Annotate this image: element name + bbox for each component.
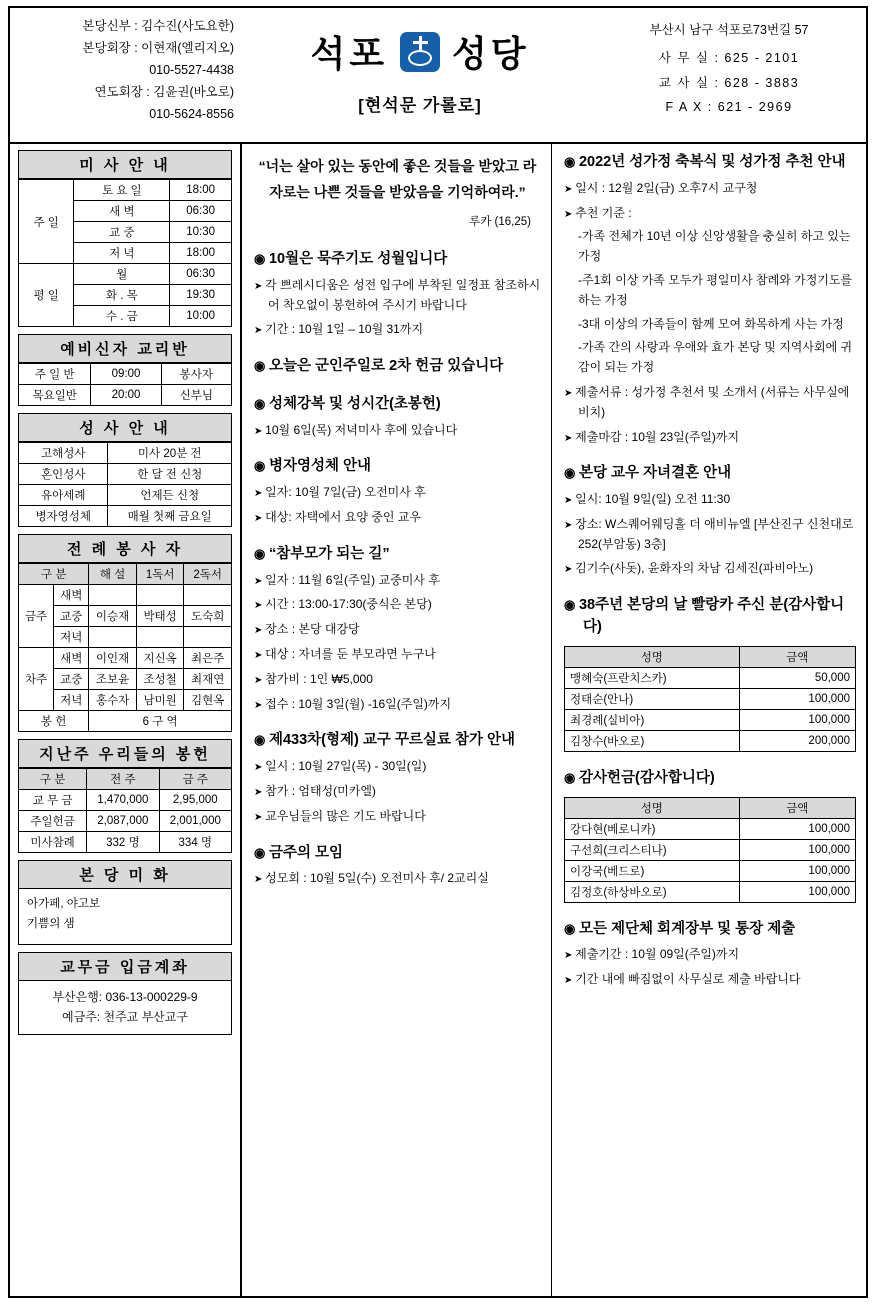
sacrament-name: 혼인성사 xyxy=(19,464,108,485)
col-reading2: 2독서 xyxy=(184,564,232,585)
sacrament-name: 병자영성체 xyxy=(19,506,108,527)
notice-item xyxy=(564,152,856,447)
notice-bullet xyxy=(564,428,856,448)
notice-bullet-text: 일시 : 12월 2일(금) 오후7시 교구청 xyxy=(575,180,758,195)
arrow-icon: ➤ xyxy=(254,874,266,886)
notice-bullet xyxy=(254,782,541,802)
table-row xyxy=(19,711,232,732)
sacrament-table xyxy=(18,442,232,527)
notice-bullet xyxy=(254,483,541,503)
fax-value: 621 - 2969 xyxy=(717,100,793,115)
office-phone-label: 사 무 실 : xyxy=(658,51,720,66)
mass-group-weekday: 평 일 xyxy=(19,264,74,327)
notice-item xyxy=(254,356,541,378)
header-title-block xyxy=(242,8,598,142)
liturgy-commentary: 조보윤 xyxy=(89,669,137,690)
middle-column xyxy=(242,144,552,1298)
notice-bullet-text: 각 쁘레시디움은 성전 입구에 부착된 일정표 참조하시어 착오없이 봉헌하여 주시기 바랍니다 xyxy=(265,277,541,312)
notice-bullet-text: 교우님들의 많은 기도 바랍니다 xyxy=(265,808,426,823)
notice-bullet-text: 기간 : 10월 1일 – 10월 31까지 xyxy=(265,322,424,337)
collection-name: 주일헌금 xyxy=(19,811,87,832)
table-header-row xyxy=(565,646,856,667)
notice-bullet-text: 제출기간 : 10월 09일(주일)까지 xyxy=(575,947,740,962)
bullet-icon: ◉ xyxy=(254,844,269,860)
quote-text: “너는 살아 있는 동안에 좋은 것들을 받았고 라자로는 나쁜 것들을 받았음을 기억하여라.” xyxy=(258,158,537,200)
church-logo-icon xyxy=(400,32,440,72)
donor-amount: 100,000 xyxy=(739,881,855,902)
arrow-icon: ➤ xyxy=(254,488,266,500)
liturgy-reading2: 최재연 xyxy=(184,669,232,690)
notice-title-text: 성체강복 및 성시간(초봉헌) xyxy=(268,395,441,412)
donor-name: 김정호(하상바오로) xyxy=(565,881,740,902)
notice-bullet-text: 참가비 : 1인 ₩5,000 xyxy=(265,671,373,686)
church-address: 부산시 남구 석포로73번길 57 xyxy=(649,23,809,37)
mass-name: 화 . 목 xyxy=(74,285,170,306)
notice-bullet xyxy=(254,645,541,665)
table-row xyxy=(565,818,856,839)
notice-title-text: 10월은 묵주기도 성월입니다 xyxy=(268,251,448,268)
header-contact-line: 연도회장 : 김윤권(바오로) xyxy=(94,84,234,99)
table-header-row xyxy=(19,564,232,585)
arrow-icon: ➤ xyxy=(564,387,576,399)
arrow-icon: ➤ xyxy=(254,674,266,686)
offering-label: 봉 헌 xyxy=(19,711,89,732)
notice-bullet-text: 일자: 10월 7일(금) 오전미사 후 xyxy=(265,485,426,500)
sacrament-info: 미사 20분 전 xyxy=(108,443,232,464)
church-name-first: 석포 xyxy=(310,33,388,74)
catechumen-class-title: 예비신자 교리반 xyxy=(18,334,232,363)
table-row xyxy=(19,506,232,527)
notice-bullet-text: 장소: W스퀘어웨딩홀 더 애비뉴엘 [부산진구 신천대로 252(부암동) 3층] xyxy=(575,516,854,551)
donation-title xyxy=(564,595,856,639)
notice-bullet-text: 일시 : 10월 27일(목) - 30일(일) xyxy=(265,759,427,774)
notice-title-text: 본당 교우 자녀결혼 안내 xyxy=(578,465,732,482)
table-row xyxy=(19,464,232,485)
table-row xyxy=(19,264,232,285)
liturgy-reading1 xyxy=(136,585,184,606)
bulletin-header xyxy=(10,8,866,144)
notice-bullet xyxy=(564,515,856,555)
sacrament-info: 언제든 신청 xyxy=(108,485,232,506)
notice-bullet-text: 제출서류 : 성가정 추천서 및 소개서 (서류는 사무실에 비치) xyxy=(575,384,850,419)
arrow-icon: ➤ xyxy=(564,183,576,195)
notice-title xyxy=(564,919,856,941)
table-row xyxy=(19,585,232,606)
notice-bullet xyxy=(254,620,541,640)
notice-bullet-text: 일시: 10월 9일(일) 오전 11:30 xyxy=(575,492,731,507)
collection-this: 2,95,000 xyxy=(159,790,231,811)
donation-section xyxy=(564,768,856,903)
notice-title-text: 금주의 모임 xyxy=(268,844,344,861)
notice-title xyxy=(254,356,541,378)
mass-time: 06:30 xyxy=(170,264,232,285)
notice-title-text: 오늘은 군인주일로 2차 헌금 있습니다 xyxy=(268,358,504,375)
table-row xyxy=(565,688,856,709)
arrow-icon: ➤ xyxy=(254,699,266,711)
liturgy-commentary xyxy=(89,627,137,648)
notice-detail: -주1회 이상 가족 모두가 평일미사 참례와 가정기도를 하는 가정 xyxy=(578,272,853,307)
bulletin-frame xyxy=(8,6,868,1298)
mass-time: 10:30 xyxy=(170,222,232,243)
notice-bullet xyxy=(564,945,856,965)
scripture-quote xyxy=(254,152,541,233)
mass-time: 06:30 xyxy=(170,201,232,222)
class-time: 20:00 xyxy=(91,385,161,406)
office-phone-value: 625 - 2101 xyxy=(724,51,800,66)
right-column xyxy=(552,144,866,1298)
quote-source: 루카 (16,25) xyxy=(469,215,531,228)
notice-bullet xyxy=(564,383,856,423)
notice-title xyxy=(254,730,541,752)
collection-name: 미사참례 xyxy=(19,832,87,853)
arrow-icon: ➤ xyxy=(564,432,576,444)
notice-bullet-text: 일자 : 11월 6일(주일) 교중미사 후 xyxy=(265,572,440,587)
arrow-icon: ➤ xyxy=(254,325,266,337)
donor-name: 강다현(베로니카) xyxy=(565,818,740,839)
arrow-icon: ➤ xyxy=(564,564,576,576)
catechumen-class-table xyxy=(18,363,232,406)
arrow-icon: ➤ xyxy=(254,280,266,292)
table-header-row xyxy=(565,797,856,818)
donor-name: 구선희(크리스티나) xyxy=(565,839,740,860)
account-title: 교무금 입금계좌 xyxy=(18,952,232,981)
collection-last: 1,470,000 xyxy=(87,790,159,811)
bullet-icon: ◉ xyxy=(564,154,579,169)
col-amount: 금액 xyxy=(739,646,855,667)
col-division: 구 분 xyxy=(19,564,89,585)
notice-item xyxy=(254,249,541,340)
notice-bullet-text: 시간 : 13:00-17:30(중식은 본당) xyxy=(265,597,432,612)
notice-title xyxy=(564,152,856,174)
table-row xyxy=(565,881,856,902)
offering-district: 6 구 역 xyxy=(89,711,232,732)
liturgy-commentary xyxy=(89,585,137,606)
notice-bullet xyxy=(564,179,856,199)
header-contact-line: 010-5527-4438 xyxy=(149,62,234,77)
notice-item xyxy=(254,544,541,715)
donor-name: 이강국(베드로) xyxy=(565,860,740,881)
arrow-icon: ➤ xyxy=(564,208,576,220)
mass-schedule-table xyxy=(18,179,232,327)
donor-name: 정태순(안나) xyxy=(565,688,740,709)
beautification-title: 본 당 미 화 xyxy=(18,860,232,889)
notice-item xyxy=(254,843,541,890)
class-teacher: 신부님 xyxy=(161,385,231,406)
col-name: 성명 xyxy=(565,797,740,818)
liturgy-reading1: 조성철 xyxy=(136,669,184,690)
arrow-icon: ➤ xyxy=(564,975,576,987)
donor-name: 최경례(실비아) xyxy=(565,709,740,730)
notice-title-text: 병자영성체 안내 xyxy=(268,458,372,475)
liturgy-reading2: 최은주 xyxy=(184,648,232,669)
mass-name: 월 xyxy=(74,264,170,285)
donation-title-text: 감사헌금(감사합니다) xyxy=(578,769,715,786)
liturgy-time: 저녁 xyxy=(54,690,89,711)
notice-bullet xyxy=(254,320,541,340)
bullet-icon: ◉ xyxy=(564,465,579,481)
table-header-row xyxy=(19,769,232,790)
liturgy-reading1: 지신옥 xyxy=(136,648,184,669)
liturgy-time: 새벽 xyxy=(54,585,89,606)
table-row xyxy=(565,839,856,860)
mass-time: 18:00 xyxy=(170,180,232,201)
notice-bullet-text: 대상 : 자녀를 둔 부모라면 누구나 xyxy=(265,646,436,661)
notice-bullet-text: 김기수(사돗), 윤화자의 차남 김세진(파비아노) xyxy=(575,561,814,576)
table-row xyxy=(19,180,232,201)
education-phone-value: 628 - 3883 xyxy=(724,75,800,90)
notice-title-text: 2022년 성가정 축복식 및 성가정 추천 안내 xyxy=(578,154,846,170)
donation-section xyxy=(564,595,856,752)
mass-schedule-title: 미 사 안 내 xyxy=(18,150,232,179)
liturgy-reading1 xyxy=(136,627,184,648)
notice-bullet-text: 성모회 : 10월 5일(수) 오전미사 후/ 2교리실 xyxy=(265,871,489,886)
notice-title-text: 제433차(형제) 교구 꾸르실료 참가 안내 xyxy=(268,732,516,749)
arrow-icon: ➤ xyxy=(254,600,266,612)
arrow-icon: ➤ xyxy=(254,649,266,661)
donor-amount: 100,000 xyxy=(739,688,855,709)
notice-item xyxy=(564,919,856,990)
liturgy-group-this-week: 금주 xyxy=(19,585,54,648)
liturgy-time: 교중 xyxy=(54,606,89,627)
notice-bullet-text: 추천 기준 : xyxy=(575,205,632,220)
notice-bullet xyxy=(564,970,856,990)
table-row xyxy=(19,385,232,406)
notice-bullet-text: 기간 내에 빠짐없이 사무실로 제출 바랍니다 xyxy=(575,972,801,987)
donation-table-thanksgiving xyxy=(564,797,856,903)
donor-amount: 100,000 xyxy=(739,818,855,839)
donor-amount: 200,000 xyxy=(739,730,855,751)
donor-amount: 50,000 xyxy=(739,667,855,688)
mass-name: 수 . 금 xyxy=(74,306,170,327)
class-name: 목요일반 xyxy=(19,385,91,406)
church-subtitle: [현석문 가롤로] xyxy=(358,96,482,115)
notice-bullet xyxy=(564,559,856,579)
account-holder: 예금주: 천주교 부산교구 xyxy=(62,1010,188,1025)
collection-this: 334 명 xyxy=(159,832,231,853)
notice-title-text: 모든 제단체 회계장부 및 통장 제출 xyxy=(578,920,796,937)
header-contact-line: 본당회장 : 이현재(엘리지오) xyxy=(82,40,234,55)
liturgy-reading1: 남미원 xyxy=(136,690,184,711)
class-name: 주 일 반 xyxy=(19,364,91,385)
donor-amount: 100,000 xyxy=(739,709,855,730)
liturgy-commentary: 이승재 xyxy=(89,606,137,627)
table-row xyxy=(19,811,232,832)
arrow-icon: ➤ xyxy=(254,786,266,798)
notice-bullet-text: 접수 : 10월 3일(월) -16일(주일)까지 xyxy=(265,696,452,711)
liturgy-reading2: 김현옥 xyxy=(184,690,232,711)
beautification-line: 아가페, 야고보 xyxy=(27,898,101,910)
notice-bullet xyxy=(254,508,541,528)
notice-detail: -가족 간의 사랑과 우애와 효가 본당 및 지역사회에 귀감이 되는 가정 xyxy=(578,340,853,375)
notice-bullet-text: 10월 6일(목) 저녁미사 후에 있습니다 xyxy=(265,422,458,437)
beautification-line: 기쁨의 샘 xyxy=(27,917,75,930)
notice-bullet xyxy=(564,204,856,224)
mass-name: 토 요 일 xyxy=(74,180,170,201)
liturgy-group-next-week: 차주 xyxy=(19,648,54,711)
notice-bullet xyxy=(564,490,856,510)
table-row xyxy=(19,790,232,811)
arrow-icon: ➤ xyxy=(564,495,576,507)
bullet-icon: ◉ xyxy=(254,732,269,748)
notice-item xyxy=(254,730,541,826)
arrow-icon: ➤ xyxy=(254,425,266,437)
notice-bullet-text: 제출마감 : 10월 23일(주일)까지 xyxy=(575,429,740,444)
header-contact-line: 본당신부 : 김수진(사도요한) xyxy=(82,19,234,33)
col-last-week: 전 주 xyxy=(87,769,159,790)
arrow-icon: ➤ xyxy=(254,625,266,637)
table-row xyxy=(19,832,232,853)
col-name: 성명 xyxy=(565,646,740,667)
table-row xyxy=(565,730,856,751)
mass-name: 교 중 xyxy=(74,222,170,243)
bullet-icon: ◉ xyxy=(254,251,269,267)
notice-bullet-text: 대상: 자택에서 요양 중인 교우 xyxy=(265,510,421,525)
bullet-icon: ◉ xyxy=(254,358,269,374)
donor-amount: 100,000 xyxy=(739,860,855,881)
account-bank: 부산은행: 036-13-000229-9 xyxy=(52,990,198,1004)
sacrament-info: 한 달 전 신청 xyxy=(108,464,232,485)
liturgy-reading2 xyxy=(184,627,232,648)
liturgy-commentary: 이인재 xyxy=(89,648,137,669)
table-row xyxy=(565,860,856,881)
notice-bullet xyxy=(254,869,541,889)
sacrament-title: 성 사 안 내 xyxy=(18,413,232,442)
liturgy-time: 저녁 xyxy=(54,627,89,648)
left-column xyxy=(10,144,242,1298)
liturgy-time: 교중 xyxy=(54,669,89,690)
arrow-icon: ➤ xyxy=(254,575,266,587)
beautification-box xyxy=(18,889,232,945)
arrow-icon: ➤ xyxy=(564,950,576,962)
table-row xyxy=(565,667,856,688)
church-name-second: 성당 xyxy=(452,33,530,74)
table-row xyxy=(19,485,232,506)
notice-bullet xyxy=(254,757,541,777)
liturgy-reading2: 도숙희 xyxy=(184,606,232,627)
table-row xyxy=(19,648,232,669)
mass-group-sunday: 주 일 xyxy=(19,180,74,264)
notice-bullet xyxy=(254,571,541,591)
mass-time: 18:00 xyxy=(170,243,232,264)
bulletin-body xyxy=(10,144,866,1298)
bullet-icon: ◉ xyxy=(254,395,269,411)
notice-title xyxy=(254,456,541,478)
notice-bullet xyxy=(254,807,541,827)
liturgy-reading1: 박태성 xyxy=(136,606,184,627)
notice-bullet-text: 참가 : 엄태성(미카엘) xyxy=(265,783,376,798)
notice-detail: -가족 전체가 10년 이상 신앙생활을 충실히 하고 있는 가정 xyxy=(578,229,851,264)
notice-title xyxy=(254,394,541,416)
notice-title-text: “참부모가 되는 길” xyxy=(268,545,390,562)
col-this-week: 금 주 xyxy=(159,769,231,790)
col-commentary: 해 설 xyxy=(89,564,137,585)
mass-name: 새 벽 xyxy=(74,201,170,222)
arrow-icon: ➤ xyxy=(254,513,266,525)
col-reading1: 1독서 xyxy=(136,564,184,585)
table-row xyxy=(19,443,232,464)
table-row xyxy=(565,709,856,730)
fax-row xyxy=(602,95,856,119)
liturgy-reading2 xyxy=(184,585,232,606)
table-row xyxy=(19,364,232,385)
class-time: 09:00 xyxy=(91,364,161,385)
liturgy-time: 새벽 xyxy=(54,648,89,669)
notice-title xyxy=(254,843,541,865)
notice-bullet xyxy=(254,421,541,441)
notice-bullet xyxy=(254,695,541,715)
bullet-icon: ◉ xyxy=(254,458,269,474)
liturgy-volunteers-title: 전 례 봉 사 자 xyxy=(18,534,232,563)
arrow-icon: ➤ xyxy=(254,762,266,774)
notice-item xyxy=(254,456,541,527)
account-box xyxy=(18,981,232,1035)
donation-table-palanca xyxy=(564,646,856,752)
header-address-block xyxy=(598,8,866,142)
arrow-icon: ➤ xyxy=(254,811,266,823)
mass-name: 저 녁 xyxy=(74,243,170,264)
collection-table xyxy=(18,768,232,853)
notice-bullet-text: 장소 : 본당 대강당 xyxy=(265,622,360,637)
notice-title xyxy=(564,463,856,485)
bullet-icon: ◉ xyxy=(564,769,579,785)
notice-bullet xyxy=(254,276,541,316)
donor-name: 맹혜숙(프란치스카) xyxy=(565,667,740,688)
fax-label: F A X : xyxy=(665,100,713,115)
collection-last: 332 명 xyxy=(87,832,159,853)
collection-last: 2,087,000 xyxy=(87,811,159,832)
bullet-icon: ◉ xyxy=(254,545,269,561)
bullet-icon: ◉ xyxy=(564,597,579,613)
notice-title xyxy=(254,544,541,566)
mass-time: 10:00 xyxy=(170,306,232,327)
sacrament-name: 고해성사 xyxy=(19,443,108,464)
collection-name: 교 무 금 xyxy=(19,790,87,811)
col-division: 구 분 xyxy=(19,769,87,790)
liturgy-commentary: 홍수자 xyxy=(89,690,137,711)
notice-bullet xyxy=(254,670,541,690)
notice-bullet xyxy=(254,595,541,615)
class-teacher: 봉사자 xyxy=(161,364,231,385)
collection-this: 2,001,000 xyxy=(159,811,231,832)
sacrament-info: 매월 첫째 금요일 xyxy=(108,506,232,527)
donation-title-text: 38주년 본당의 날 빨랑카 주신 분(감사합니다) xyxy=(578,597,845,635)
donation-title xyxy=(564,768,856,790)
arrow-icon: ➤ xyxy=(564,519,576,531)
notice-item xyxy=(564,463,856,579)
education-phone-label: 교 사 실 : xyxy=(658,75,720,90)
sacrament-name: 유아세례 xyxy=(19,485,108,506)
liturgy-volunteers-table xyxy=(18,563,232,732)
office-phone-row xyxy=(602,46,856,70)
mass-time: 19:30 xyxy=(170,285,232,306)
donor-name: 김창수(바오로) xyxy=(565,730,740,751)
bullet-icon: ◉ xyxy=(564,920,579,936)
collection-title: 지난주 우리들의 봉헌 xyxy=(18,739,232,768)
education-phone-row xyxy=(602,71,856,95)
page-title xyxy=(242,26,598,77)
donor-amount: 100,000 xyxy=(739,839,855,860)
col-amount: 금액 xyxy=(739,797,855,818)
header-contacts xyxy=(10,8,242,142)
notice-item xyxy=(254,394,541,441)
header-contact-line: 010-5624-8556 xyxy=(149,106,234,121)
notice-detail: -3대 이상의 가족들이 함께 모여 화목하게 사는 가정 xyxy=(578,316,844,331)
notice-title xyxy=(254,249,541,271)
